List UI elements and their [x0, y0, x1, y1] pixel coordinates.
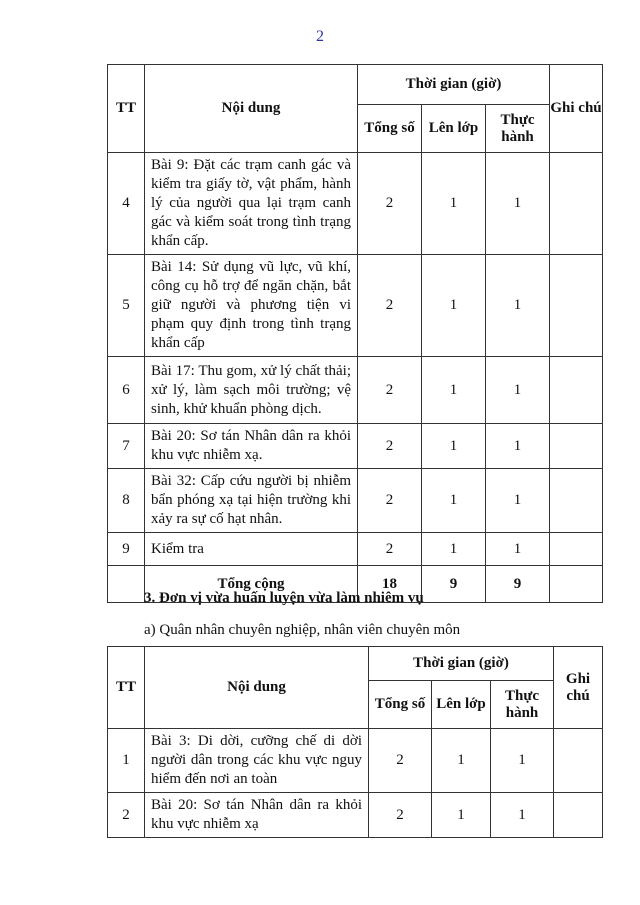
row-tt: 2	[108, 793, 145, 838]
row-len-lop: 1	[432, 729, 491, 793]
header-thuc-hanh: Thực hành	[491, 681, 554, 729]
total-tong-so: 18	[358, 566, 422, 603]
header-thoi-gian: Thời gian (giờ)	[369, 647, 554, 681]
row-content: Bài 20: Sơ tán Nhân dân ra khỏi khu vực nhiễm xạ.	[145, 424, 358, 469]
header-noi-dung: Nội dung	[145, 647, 369, 729]
row-thuc-hanh: 1	[486, 357, 550, 424]
total-len-lop: 9	[422, 566, 486, 603]
page-number: 2	[316, 28, 324, 45]
table-row	[108, 357, 603, 424]
row-tong-so: 2	[358, 255, 422, 357]
row-len-lop: 1	[422, 469, 486, 533]
header-len-lop: Lên lớp	[422, 105, 486, 153]
row-tong-so: 2	[369, 729, 432, 793]
header-noi-dung: Nội dung	[145, 65, 358, 153]
row-ghi-chu	[554, 729, 603, 793]
header-tong-so: Tổng số	[369, 681, 432, 729]
header-len-lop: Lên lớp	[432, 681, 491, 729]
row-content: Kiểm tra	[145, 533, 358, 566]
row-tt: 8	[108, 469, 145, 533]
row-thuc-hanh: 1	[486, 533, 550, 566]
total-ghi-chu	[550, 566, 603, 603]
row-thuc-hanh: 1	[491, 793, 554, 838]
row-content: Bài 9: Đặt các trạm canh gác và kiểm tra giấy tờ, vật phẩm, hành lý của người qua lại trạm canh gác và kiểm soát trong tình trạng khẩn cấp.	[145, 153, 358, 255]
header-tong-so: Tổng số	[358, 105, 422, 153]
row-tong-so: 2	[358, 469, 422, 533]
section-3a-subheading: a) Quân nhân chuyên nghiệp, nhân viên chuyên môn	[144, 622, 461, 638]
row-tt: 4	[108, 153, 145, 255]
row-content: Bài 14: Sử dụng vũ lực, vũ khí, công cụ hỗ trợ để ngăn chặn, bắt giữ người và phương tiện vi phạm quy định trong tình trạng khẩn cấp	[145, 255, 358, 357]
row-tong-so: 2	[358, 533, 422, 566]
row-content: Bài 17: Thu gom, xử lý chất thải; xử lý, làm sạch môi trường; vệ sinh, khử khuẩn phòng dịch.	[145, 357, 358, 424]
header-tt: TT	[108, 647, 145, 729]
row-ghi-chu	[550, 153, 603, 255]
header-ghi-chu: Ghi chú	[554, 647, 603, 729]
row-ghi-chu	[550, 357, 603, 424]
row-ghi-chu	[550, 533, 603, 566]
table-row	[108, 153, 603, 255]
table-row	[108, 729, 603, 793]
row-ghi-chu	[550, 424, 603, 469]
section-3-heading: 3. Đơn vị vừa huấn luyện vừa làm nhiêm vụ	[144, 590, 424, 606]
training-table-2	[107, 646, 603, 838]
row-len-lop: 1	[422, 533, 486, 566]
header-ghi-chu: Ghi chú	[550, 65, 603, 153]
table-row	[108, 424, 603, 469]
header-thuc-hanh: Thực hành	[486, 105, 550, 153]
header-tt: TT	[108, 65, 145, 153]
row-ghi-chu	[550, 255, 603, 357]
row-ghi-chu	[550, 469, 603, 533]
row-tong-so: 2	[358, 357, 422, 424]
row-thuc-hanh: 1	[486, 469, 550, 533]
row-thuc-hanh: 1	[491, 729, 554, 793]
row-tt: 7	[108, 424, 145, 469]
row-tong-so: 2	[358, 424, 422, 469]
row-content: Bài 3: Di dời, cưỡng chế di dời người dân trong các khu vực nguy hiểm đến nơi an toàn	[145, 729, 369, 793]
row-content: Bài 20: Sơ tán Nhân dân ra khỏi khu vực nhiễm xạ	[145, 793, 369, 838]
table-row	[108, 255, 603, 357]
header-thoi-gian: Thời gian (giờ)	[358, 65, 550, 105]
row-tong-so: 2	[369, 793, 432, 838]
row-len-lop: 1	[422, 255, 486, 357]
row-len-lop: 1	[432, 793, 491, 838]
row-len-lop: 1	[422, 357, 486, 424]
table-row	[108, 469, 603, 533]
row-thuc-hanh: 1	[486, 424, 550, 469]
row-tt: 6	[108, 357, 145, 424]
row-tt: 5	[108, 255, 145, 357]
table-row	[108, 793, 603, 838]
table-row	[108, 533, 603, 566]
row-thuc-hanh: 1	[486, 153, 550, 255]
row-thuc-hanh: 1	[486, 255, 550, 357]
row-tt: 1	[108, 729, 145, 793]
row-len-lop: 1	[422, 424, 486, 469]
row-tt: 9	[108, 533, 145, 566]
training-table-1	[107, 64, 603, 603]
row-tong-so: 2	[358, 153, 422, 255]
row-len-lop: 1	[422, 153, 486, 255]
total-thuc-hanh: 9	[486, 566, 550, 603]
total-tt	[108, 566, 145, 603]
row-ghi-chu	[554, 793, 603, 838]
total-label: Tổng cộng	[145, 566, 358, 603]
row-content: Bài 32: Cấp cứu người bị nhiễm bẩn phóng xạ tại hiện trường khi xảy ra sự cố hạt nhân.	[145, 469, 358, 533]
